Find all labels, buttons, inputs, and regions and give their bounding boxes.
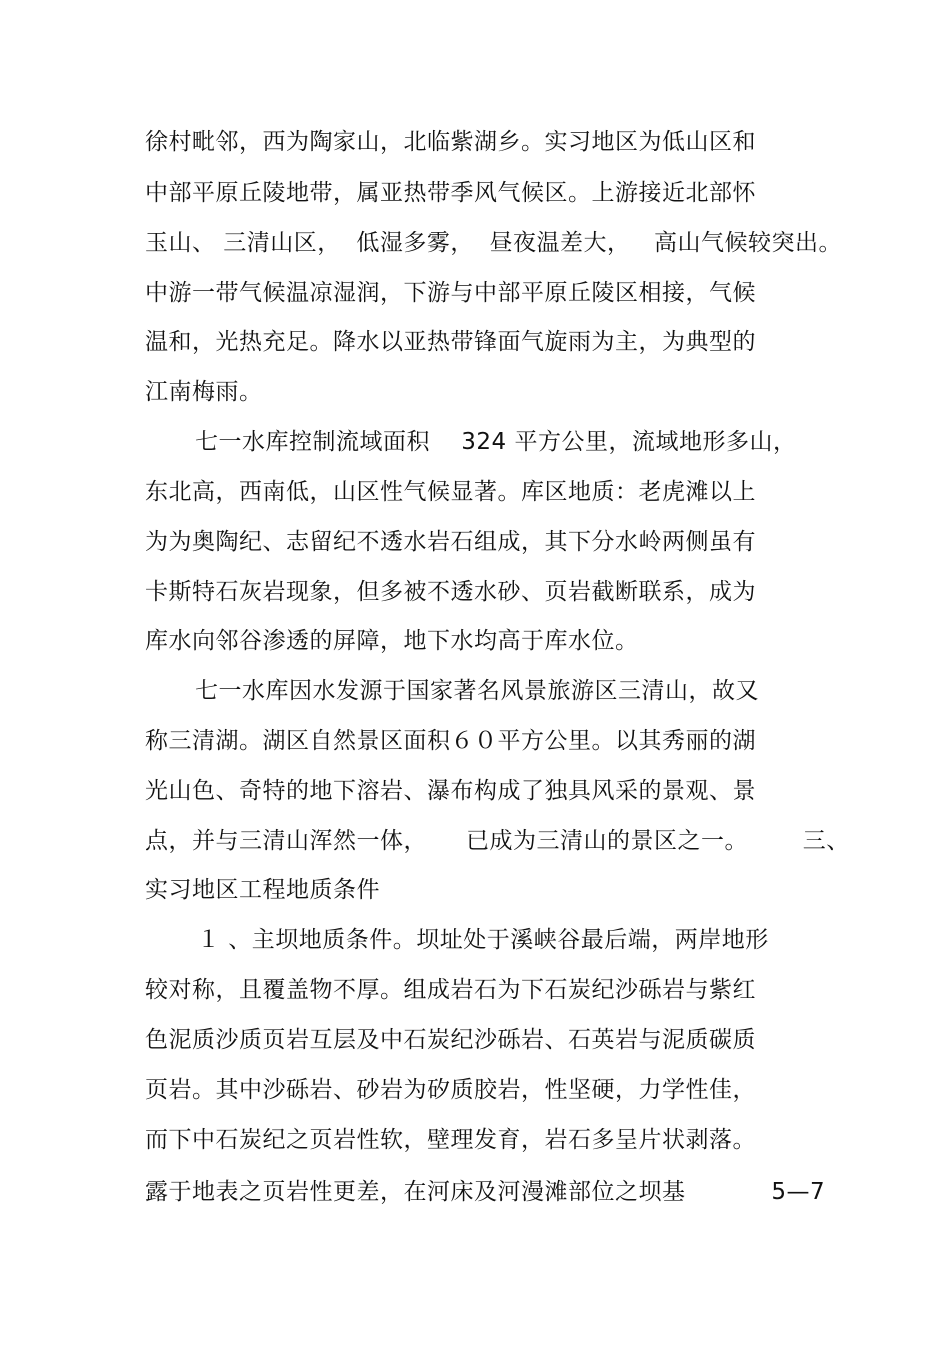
text-line: 中游一带气候温凉湿润，下游与中部平原丘陵区相接，气候 [145,280,756,306]
text-line: 中部平原丘陵地带，属亚热带季风气候区。上游接近北部怀 [145,180,756,206]
text-line: 卡斯特石灰岩现象，但多被不透水砂、页岩截断联系，成为 [145,579,756,605]
text-line: 玉山、 三清山区， 低湿多雾， 昼夜温差大， 高山气候较突出。 [145,230,842,256]
paragraph-first-line: 七一水库控制流域面积 324 平方公里，流域地形多山， [195,429,797,455]
text-line: 温和，光热充足。降水以亚热带锋面气旋雨为主，为典型的 [145,329,756,355]
paragraph-first-line: 七一水库因水发源于国家著名风景旅游区三清山，故又 [195,678,759,704]
text-line: 光山色、奇特的地下溶岩、瀑布构成了独具风采的景观、景 [145,778,756,804]
text-line: 较对称，且覆盖物不厚。组成岩石为下石炭纪沙砾岩与紫红 [145,977,756,1003]
text-line: 露于地表之页岩性更差，在河床及河漫滩部位之坝基 5—7 [145,1179,826,1205]
text-line: 江南梅雨。 [145,379,263,405]
text-line: 而下中石炭纪之页岩性软，壁理发育，岩石多呈片状剥落。 [145,1127,756,1153]
text-line: 称三清湖。湖区自然景区面积６０平方公里。以其秀丽的湖 [145,728,756,754]
text-line: 页岩。其中沙砾岩、砂岩为矽质胶岩，性坚硬，力学性佳， [145,1077,756,1103]
text-line: 色泥质沙质页岩互层及中石炭纪沙砾岩、石英岩与泥质碳质 [145,1027,756,1053]
paragraph-first-line: １ 、主坝地质条件。坝址处于溪峡谷最后端，两岸地形 [197,927,769,953]
text-line: 为为奥陶纪、志留纪不透水岩石组成，其下分水岭两侧虽有 [145,529,756,555]
text-line: 东北高，西南低，山区性气候显著。库区地质：老虎滩以上 [145,479,756,505]
text-line: 库水向邻谷渗透的屏障，地下水均高于库水位。 [145,628,639,654]
text-line: 点，并与三清山浑然一体， 已成为三清山的景区之一。 三、 [145,828,850,854]
section-heading: 实习地区工程地质条件 [145,877,380,903]
text-line: 徐村毗邻，西为陶家山，北临紫湖乡。实习地区为低山区和 [145,129,756,155]
